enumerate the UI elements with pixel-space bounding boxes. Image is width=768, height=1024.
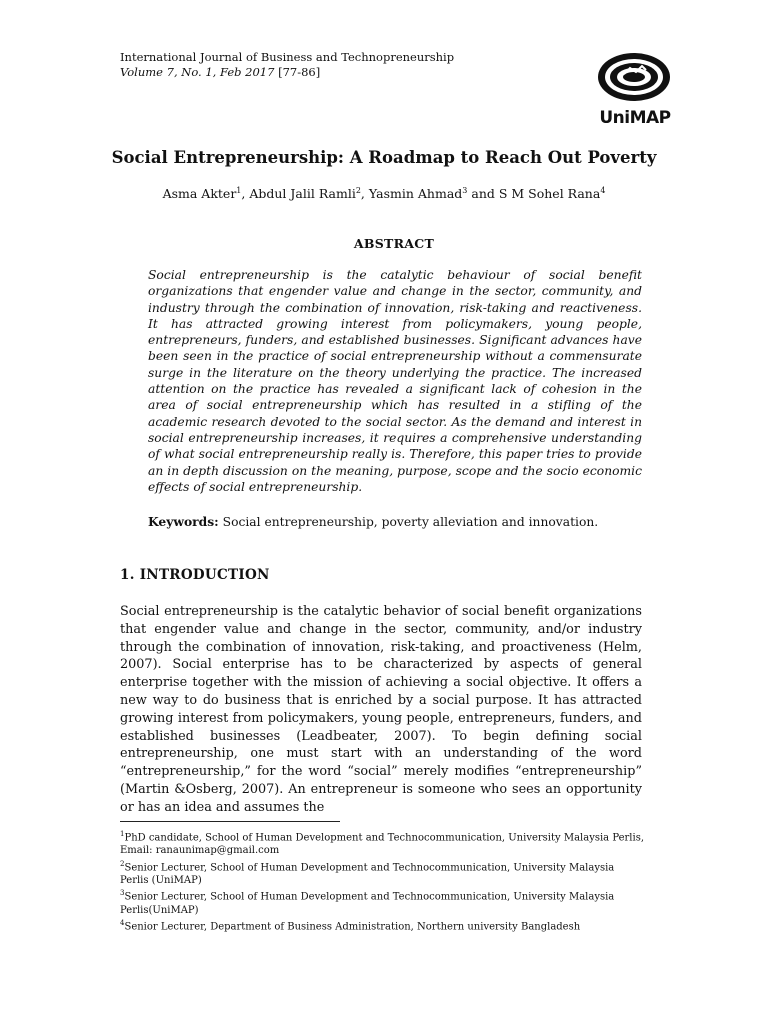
footnote-text: Senior Lecturer, School of Human Development and Technocommunication, University Malaysia Perlis (UniMAP) [120,862,615,886]
footnote-item [120,828,645,858]
author-name: Yasmin Ahmad [368,186,463,202]
introduction-heading: 1. INTRODUCTION [120,567,270,583]
footnote-text: PhD candidate, School of Human Development and Technocommunication, University Malaysia Perlis, Email: ranaunimap@gmail.com [120,832,645,857]
footnote-mark: 2 [120,859,125,868]
author-affiliation-mark: 2 [355,186,361,195]
footnote-item [120,917,645,934]
keywords-label: Keywords: [148,514,219,529]
author-list: Asma Akter$^1$, Abdul Jalil Ramli$^2$, Yasmin Ahmad$^3$ and S M Sohel Rana$^4$ [162,186,606,202]
abstract-heading: ABSTRACT [353,236,435,251]
keywords-line [148,514,648,529]
footnote-text: Senior Lecturer, School of Human Development and Technocommunication, University Malaysia Perlis(UniMAP) [120,891,615,916]
footnote-item [120,858,645,888]
footnote-mark: 1 [120,830,125,838]
author-affiliation-mark: 3 [462,186,468,195]
footnote-text: Senior Lecturer, Department of Business Administration, Northern university Bangladesh [124,921,581,933]
author-name: Abdul Jalil Ramli [249,186,356,202]
footnote-item [120,887,645,917]
author-name: S M Sohel Rana [498,186,601,202]
keywords-text: Social entrepreneurship, poverty alleviation and innovation. [222,515,599,529]
journal-volume: Volume 7, No. 1, Feb 2017 [120,65,275,79]
journal-name: International Journal of Business and Technopreneurship [120,50,455,64]
author-affiliation-mark: 1 [236,186,242,195]
footnote-mark: 4 [120,919,125,928]
journal-pages: [77-86] [278,65,321,79]
journal-volume-line [120,65,580,80]
abstract-text: Social entrepreneurship is the catalytic behaviour of social benefit organizations that engender value and change in the sector, community, and industry through the combination of innovation, risk-taking and reactiveness. It has attracted growing interest from policymakers, young people, entrepreneurs, funders, and established businesses. Significant advances have been seen in the practice of social entrepreneurship without a commensurate surge in the literature on the theory underlying the practice. The increased attention on the practice has revealed a significant lack of cohesion in the area of social entrepreneurship which has resulted in a stifling of the academic research devoted to the social sector. As the demand and interest in social entrepreneurship increases, it requires a comprehensive understanding of what social entrepreneurship really is. Therefore, this paper tries to provide an in depth discussion on the meaning, purpose, scope and the socio economic effects of social entrepreneurship. [148,268,642,494]
author-name: Asma Akter [162,186,237,202]
footnote-divider [120,821,340,822]
footnote-mark: 3 [120,889,125,898]
author-affiliation-mark: 4 [600,186,606,195]
footnotes [120,828,645,934]
journal-header [120,50,580,80]
introduction-text: Social entrepreneurship is the catalytic behavior of social benefit organizations that engender value and change in the sector, community, and/or industry through the combination of innovation, risk-taking, and proactiveness (Helm, 2007). Social enterprise has to be characterized by aspects of general enterprise together with the mission of achieving a social objective. It offers a new way to do business that is enriched by a social purpose. It has attracted growing interest from policymakers, young people, entrepreneurs, funders, and established businesses (Leadbeater, 2007). To begin defining social entrepreneurship, one must start with an understanding of the word “entrepreneurship,” for the word “social” merely modifies “entrepreneurship” (Martin &Osberg, 2007). An entrepreneur is someone who sees an opportunity or has an idea and assumes the [120,604,642,815]
paper-title: Social Entrepreneurship: A Roadmap to Reach Out Poverty [111,148,657,167]
logo-wordmark: UniMAP [599,108,671,128]
